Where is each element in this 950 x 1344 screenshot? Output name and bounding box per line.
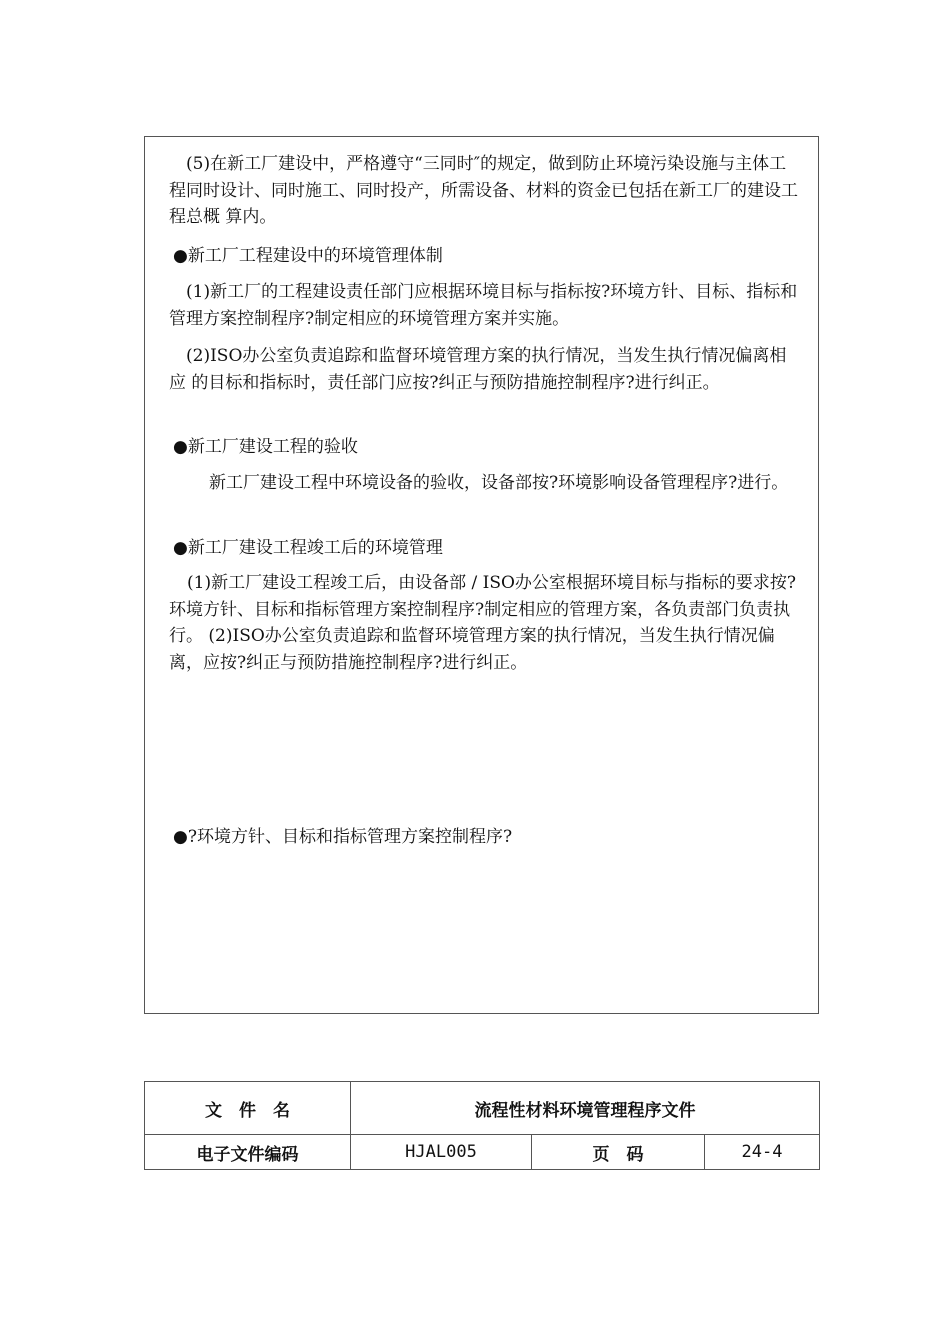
page-value: 24-4 [705,1135,820,1170]
page-label: 页 码 [532,1135,705,1170]
document-body [144,136,819,1014]
paragraph-iso-office-tracking: (2)ISO办公室负责追踪和监督环境管理方案的执行情况，当发生执行情况偏离相应 的目标和指标时，责任部门应按?纠正与预防措施控制程序?进行纠正。 [169,346,787,393]
paragraph-responsible-department: (1)新工厂的工程建设责任部门应根据环境目标与指标按?环境方针、目标、指标和 管理方案控制程序?制定相应的环境管理方案并实施。 [169,282,798,329]
paragraph-construction-three-simultaneous: (5)在新工厂建设中，严格遵守“三同时″的规定，做到防止环境污染设施与主体工 程同时设计、同时施工、同时投产，所需设备、材料的资金已包括在新工厂的建设工程总概 算内。 [169,154,798,227]
heading-control-procedure: ●?环境方针、目标和指标管理方案控制程序? [173,827,513,847]
electronic-code-label: 电子文件编码 [145,1135,351,1170]
file-name-label: 文 件 名 [145,1082,351,1135]
document-footer-table [144,1081,820,1170]
heading-post-completion: ●新工厂建设工程竣工后的环境管理 [173,538,443,558]
heading-acceptance: ●新工厂建设工程的验收 [173,437,358,457]
paragraph-equipment-acceptance: 新工厂建设工程中环境设备的验收，设备部按?环境影响设备管理程序?进行。 [209,473,789,493]
paragraph-post-completion-management: (1)新工厂建设工程竣工后，由设备部 / ISO办公室根据环境目标与指标的要求按? 环境方针、目标和指标管理方案控制程序?制定相应的管理方案，各负责部门负责执行。 (2)ISO办公室负责追踪和监督环境管理方案的执行情况，当发生执行情况偏离，应按?纠正与预防措施控制程序?进行纠正。 [169,573,797,673]
file-name-value: 流程性材料环境管理程序文件 [351,1082,820,1135]
heading-management-system: ●新工厂工程建设中的环境管理体制 [173,246,443,266]
electronic-code-value: HJAL005 [351,1135,532,1170]
